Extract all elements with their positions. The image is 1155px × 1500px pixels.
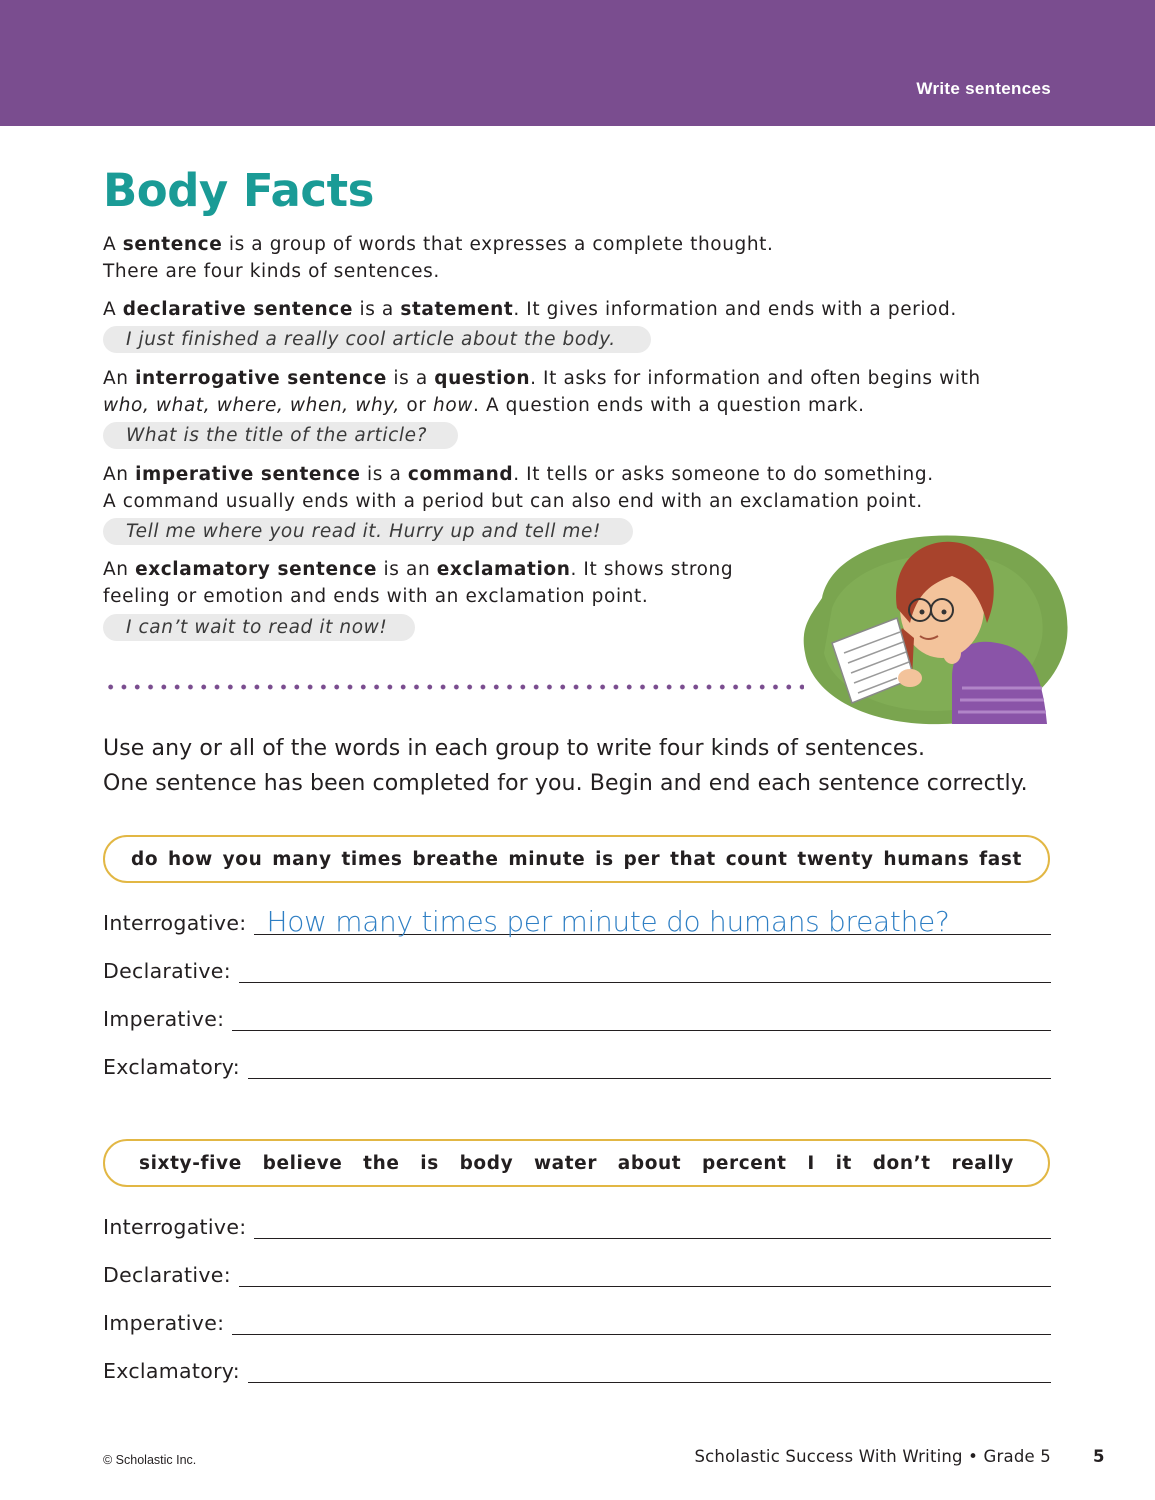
instructions-line-2: One sentence has been completed for you. Begin and end each sentence correctly. [103,771,1028,796]
word-bank-word: do [131,848,159,870]
row-label: Declarative: [103,959,231,983]
word-bank-word: percent [701,1152,787,1174]
word-bank-word: the [363,1152,400,1174]
word-bank-word: times [341,848,403,870]
row-label: Interrogative: [103,911,247,935]
group2-declarative-row [103,1257,1051,1287]
answer-line[interactable] [239,952,1051,983]
answer-line[interactable] [248,1352,1051,1383]
word-bank-word: is [420,1152,439,1174]
word-bank-word: you [222,848,263,870]
word-bank-word: minute [508,848,586,870]
word-bank-word: fast [979,848,1022,870]
word-bank-2 [103,1139,1050,1187]
answer-line[interactable] [232,1304,1051,1335]
handwritten-answer: How many times per minute do humans breathe? [266,905,950,938]
group2-interrogative-row [103,1209,1051,1239]
word-bank-word: it [835,1152,852,1174]
answer-line[interactable] [239,1256,1051,1287]
imperative-definition: An imperative sentence is a command. It tells or asks someone to do something. A command usually ends with a period but can also end with an exclamation point. [103,464,934,512]
word-bank-word: that [670,848,716,870]
answer-line[interactable] [254,904,1051,938]
group1-interrogative-row [103,905,1051,938]
exclamatory-definition: An exclamatory sentence is an exclamation. It shows strong feeling or emotion and ends with an exclamation point. [103,559,734,607]
word-bank-word: how [168,848,213,870]
imperative-example: Tell me where you read it. Hurry up and tell me! [103,518,633,545]
row-label: Interrogative: [103,1215,247,1239]
group1-imperative-row [103,1001,1051,1031]
interrogative-example: What is the title of the article? [103,422,458,449]
header-label: Write sentences [916,79,1051,98]
answer-line[interactable] [248,1048,1051,1079]
word-bank-word: about [617,1152,682,1174]
word-bank-word: count [725,848,788,870]
girl-reading-paper-illustration [802,528,1070,728]
page-number: 5 [1093,1447,1105,1466]
group1-exclamatory-row [103,1049,1051,1079]
word-bank-1 [103,835,1050,883]
dotted-divider [104,684,804,690]
row-label: Imperative: [103,1311,225,1335]
answer-line[interactable] [232,1000,1051,1031]
word-bank-word: many [272,848,332,870]
declarative-definition: A declarative sentence is a statement. It gives information and ends with a period. [103,299,957,320]
group1-declarative-row [103,953,1051,983]
row-label: Declarative: [103,1263,231,1287]
word-bank-word: I [807,1152,815,1174]
word-bank-word: per [623,848,661,870]
row-label: Exclamatory: [103,1055,240,1079]
copyright: © Scholastic Inc. [103,1453,197,1467]
word-bank-word: body [459,1152,514,1174]
word-bank-word: believe [262,1152,343,1174]
word-bank-word: really [951,1152,1014,1174]
declarative-example: I just finished a really cool article about the body. [103,326,651,353]
word-bank-word: breathe [412,848,499,870]
group2-exclamatory-row [103,1353,1051,1383]
exclamatory-example: I can’t wait to read it now! [103,614,415,641]
page-title: Body Facts [103,164,374,217]
answer-line[interactable] [254,1208,1051,1239]
book-title: Scholastic Success With Writing • Grade 5 [694,1447,1051,1466]
header-bar [0,0,1155,126]
word-bank-word: is [595,848,614,870]
instructions [103,731,1028,801]
interrogative-definition: An interrogative sentence is a question. It asks for information and often begins with who, what, where, when, why, or how. A question ends with a question mark. [103,368,981,416]
intro-paragraph: A sentence is a group of words that expresses a complete thought. There are four kinds of sentences. [103,234,774,282]
group2-imperative-row [103,1305,1051,1335]
word-bank-word: humans [883,848,970,870]
row-label: Exclamatory: [103,1359,240,1383]
instructions-line-1: Use any or all of the words in each group to write four kinds of sentences. [103,736,926,761]
word-bank-word: water [533,1152,598,1174]
word-bank-word: sixty-five [139,1152,242,1174]
word-bank-word: twenty [797,848,874,870]
row-label: Imperative: [103,1007,225,1031]
word-bank-word: don’t [872,1152,931,1174]
